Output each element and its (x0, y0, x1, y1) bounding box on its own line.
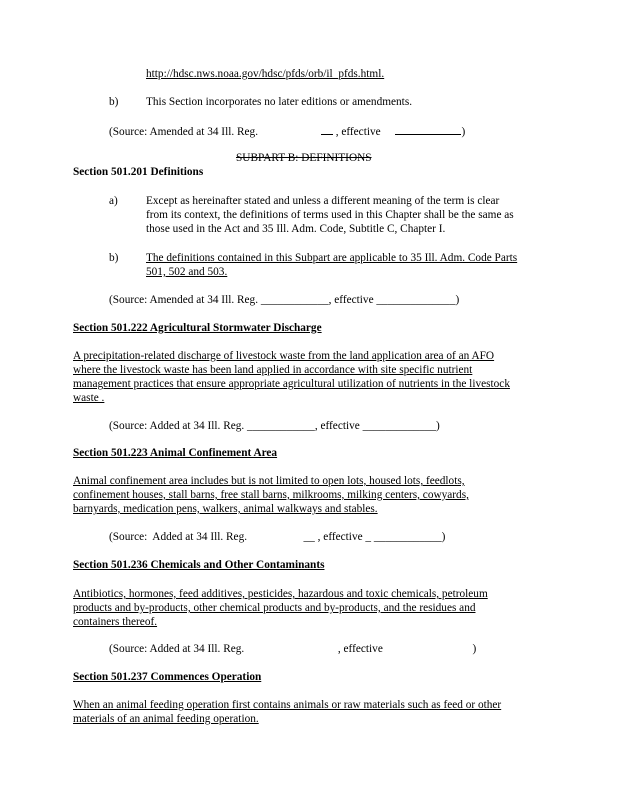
section-223-source: (Source: Added at 34 Ill. Reg. __ , effective _ ____________) (109, 531, 446, 543)
section-201-a-line-3: those used in the Act and 35 Ill. Adm. Code, Subtitle C, Chapter I. (146, 223, 446, 235)
source-note-1 (109, 124, 465, 140)
section-223-heading: Section 501.223 Animal Confinement Area (73, 447, 278, 459)
section-223-line-3: barnyards, medication pens, walkers, animal walkways and stables. (73, 503, 378, 515)
source-1-end: ) (461, 126, 466, 138)
section-236-source-end: ) (472, 643, 477, 655)
section-236-heading: Section 501.236 Chemicals and Other Contaminants (73, 559, 325, 571)
section-222-source: (Source: Added at 34 Ill. Reg. ____________, effective _____________) (109, 420, 440, 432)
source-1-mid: , effective (335, 126, 381, 138)
section-201-heading: Section 501.201 Definitions (73, 166, 204, 178)
section-201-source: (Source: Amended at 34 Ill. Reg. ____________, effective ______________) (109, 294, 460, 306)
section-222-line-4: waste . (73, 392, 105, 404)
section-236-line-3: containers thereof. (73, 616, 158, 628)
section-223-line-2: confinement houses, stall barns, free stall barns, milkrooms, milking centers, cowyards, (73, 489, 469, 501)
section-201-b-line-1: The definitions contained in this Subpart are applicable to 35 Ill. Adm. Code Parts (146, 252, 518, 264)
section-236-source-mid: , effective (337, 643, 383, 655)
section-237-line-2: materials of an animal feeding operation. (73, 713, 259, 725)
section-201-b-line-2: 501, 502 and 503. (146, 266, 228, 278)
section-201-a-label: a) (109, 195, 118, 207)
section-237-line-1: When an animal feeding operation first contains animals or raw materials such as feed or other (73, 699, 502, 711)
section-222-line-2: where the livestock waste has been land applied in accordance with site specific nutrient (73, 364, 473, 376)
section-222-line-1: A precipitation-related discharge of livestock waste from the land application area of an AFO (73, 350, 495, 362)
item-b-text: This Section incorporates no later editions or amendments. (146, 96, 413, 108)
item-b-label: b) (109, 96, 119, 108)
section-223-line-1: Animal confinement area includes but is not limited to open lots, housed lots, feedlots, (73, 475, 465, 487)
section-237-heading: Section 501.237 Commences Operation (73, 671, 262, 683)
source-1-prefix: (Source: Amended at 34 Ill. Reg. (109, 126, 259, 138)
subpart-heading: SUBPART B: DEFINITIONS (236, 152, 372, 164)
section-236-source-prefix: (Source: Added at 34 Ill. Reg. (109, 643, 245, 655)
section-201-b-label: b) (109, 252, 119, 264)
section-222-heading: Section 501.222 Agricultural Stormwater Discharge (73, 322, 322, 334)
section-236-line-2: products and by-products, other chemical products and by-products, and the residues and (73, 602, 476, 614)
section-222-line-3: management practices that ensure appropriate agricultural utilization of nutrients in the livestock (73, 378, 510, 390)
section-236-source (109, 642, 476, 657)
intro-url-text: http://hdsc.nws.noaa.gov/hdsc/pfds/orb/il_pfds.html. (146, 68, 385, 80)
section-236-line-1: Antibiotics, hormones, feed additives, pesticides, hazardous and toxic chemicals, petroleum (73, 588, 488, 600)
section-201-a-line-1: Except as hereinafter stated and unless a different meaning of the term is clear (146, 195, 500, 207)
section-201-a-line-2: from its context, the definitions of terms used in this Chapter shall be the same as (146, 209, 514, 221)
